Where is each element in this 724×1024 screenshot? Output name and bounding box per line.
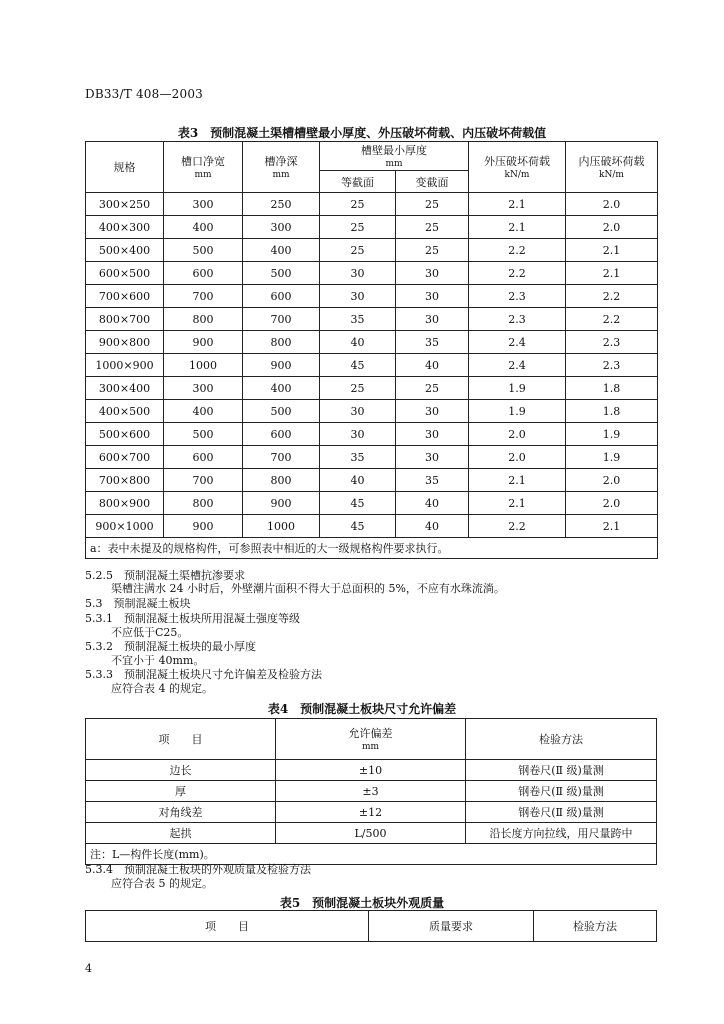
table-cell: 300×400 bbox=[86, 377, 164, 400]
table3-row bbox=[86, 285, 658, 308]
table-cell: 600×500 bbox=[86, 262, 164, 285]
table-cell: 1.9 bbox=[566, 446, 658, 469]
table-cell: ±3 bbox=[276, 781, 466, 802]
table-cell: 30 bbox=[396, 400, 469, 423]
table5-header-method: 检验方法 bbox=[534, 911, 657, 942]
table4-header-item: 项 目 bbox=[86, 719, 276, 760]
table3 bbox=[85, 141, 658, 559]
table3-row bbox=[86, 469, 658, 492]
table3-row bbox=[86, 515, 658, 538]
table4-caption: 表4 预制混凝土板块尺寸允许偏差 bbox=[267, 702, 457, 716]
para-5-3-2-title: 5.3.2 预制混凝土板块的最小厚度 bbox=[85, 640, 256, 653]
table-cell: 钢卷尺(Ⅱ 级)量测 bbox=[466, 760, 657, 781]
table5-header-item: 项 目 bbox=[86, 911, 369, 942]
table-cell: 30 bbox=[320, 400, 396, 423]
table-cell: 25 bbox=[320, 377, 396, 400]
table3-header-equal: 等截面 bbox=[320, 171, 396, 193]
table3-row bbox=[86, 193, 658, 216]
table-cell: 600 bbox=[243, 285, 320, 308]
table4-row bbox=[86, 823, 657, 844]
table-cell: 40 bbox=[320, 469, 396, 492]
table-cell: 2.1 bbox=[469, 492, 566, 515]
table-cell: 30 bbox=[396, 285, 469, 308]
table-cell: 边长 bbox=[86, 760, 276, 781]
table4-header-tolerance: 允许偏差 mm bbox=[276, 719, 466, 760]
table-cell: 400 bbox=[243, 377, 320, 400]
table-cell: 40 bbox=[396, 354, 469, 377]
table-cell: 2.3 bbox=[469, 308, 566, 331]
table-cell: 1000 bbox=[164, 354, 243, 377]
table-cell: 300 bbox=[243, 216, 320, 239]
table-cell: 1.8 bbox=[566, 377, 658, 400]
table5-caption: 表5 预制混凝土板块外观质量 bbox=[279, 896, 445, 910]
para-5-3-title: 5.3 预制混凝土板块 bbox=[85, 597, 191, 610]
table-cell: 40 bbox=[396, 515, 469, 538]
table-cell: ±10 bbox=[276, 760, 466, 781]
table-cell: 25 bbox=[396, 239, 469, 262]
table-cell: 钢卷尺(Ⅱ 级)量测 bbox=[466, 781, 657, 802]
table-cell: 30 bbox=[396, 262, 469, 285]
table3-header-ext: 外压破坏荷载 kN/m bbox=[469, 142, 566, 193]
table-cell: 400×500 bbox=[86, 400, 164, 423]
table-cell: 900 bbox=[164, 515, 243, 538]
para-5-3-4-body: 应符合表 5 的规定。 bbox=[111, 877, 213, 890]
table-cell: 500 bbox=[164, 239, 243, 262]
para-5-3-2-body: 不宜小于 40mm。 bbox=[111, 654, 205, 667]
table4-note: 注：L—构件长度(mm)。 bbox=[86, 844, 657, 865]
table-cell: 250 bbox=[243, 193, 320, 216]
table-cell: 2.2 bbox=[469, 262, 566, 285]
table-cell: 900 bbox=[243, 492, 320, 515]
table-cell: 600 bbox=[164, 262, 243, 285]
table4-note-row bbox=[86, 844, 657, 865]
table3-note-row bbox=[86, 538, 658, 559]
table-cell: 400×300 bbox=[86, 216, 164, 239]
table3-header-opening: 槽口净宽 mm bbox=[164, 142, 243, 193]
table-cell: 300 bbox=[164, 377, 243, 400]
table-cell: 起拱 bbox=[86, 823, 276, 844]
table-cell: 1.9 bbox=[469, 400, 566, 423]
table-cell: 35 bbox=[396, 469, 469, 492]
table-cell: 25 bbox=[320, 239, 396, 262]
table3-header-depth: 槽净深 mm bbox=[243, 142, 320, 193]
table-cell: 2.1 bbox=[566, 262, 658, 285]
table-cell: 700 bbox=[164, 469, 243, 492]
table-cell: 45 bbox=[320, 515, 396, 538]
table-cell: 800 bbox=[164, 492, 243, 515]
table-cell: 2.0 bbox=[469, 423, 566, 446]
table-cell: 500 bbox=[243, 262, 320, 285]
table-cell: 2.2 bbox=[469, 515, 566, 538]
table-cell: 40 bbox=[396, 492, 469, 515]
table-cell: 500 bbox=[164, 423, 243, 446]
table-cell: 800×900 bbox=[86, 492, 164, 515]
table-cell: 500×400 bbox=[86, 239, 164, 262]
table-cell: 1000×900 bbox=[86, 354, 164, 377]
table-cell: L/500 bbox=[276, 823, 466, 844]
para-5-3-4-title: 5.3.4 预制混凝土板块的外观质量及检验方法 bbox=[85, 863, 311, 876]
table3-header-row bbox=[86, 142, 658, 171]
table3-header-spec: 规格 bbox=[86, 142, 164, 193]
table3-note: a：表中未提及的规格构件，可参照表中相近的大一级规格构件要求执行。 bbox=[86, 538, 658, 559]
table-cell: 2.1 bbox=[566, 515, 658, 538]
table-cell: 25 bbox=[396, 377, 469, 400]
table3-row bbox=[86, 377, 658, 400]
table-cell: 800 bbox=[243, 469, 320, 492]
table-cell: 800 bbox=[164, 308, 243, 331]
table-cell: 2.3 bbox=[566, 331, 658, 354]
table-cell: 30 bbox=[320, 423, 396, 446]
table-cell: 400 bbox=[243, 239, 320, 262]
table-cell: 45 bbox=[320, 492, 396, 515]
table3-header-wall: 槽壁最小厚度 mm bbox=[320, 142, 469, 171]
table-cell: 500×600 bbox=[86, 423, 164, 446]
table3-row bbox=[86, 216, 658, 239]
table4-header-row bbox=[86, 719, 657, 760]
table-cell: 400 bbox=[164, 400, 243, 423]
table-cell: 2.4 bbox=[469, 331, 566, 354]
page-number: 4 bbox=[85, 962, 92, 975]
table-cell: 700×600 bbox=[86, 285, 164, 308]
table-cell: 2.1 bbox=[469, 469, 566, 492]
table5 bbox=[85, 910, 657, 942]
table3-row bbox=[86, 354, 658, 377]
table5-header-quality: 质量要求 bbox=[369, 911, 534, 942]
table4-row bbox=[86, 802, 657, 823]
table-cell: 35 bbox=[396, 331, 469, 354]
table-cell: 25 bbox=[320, 216, 396, 239]
table-cell: 900 bbox=[243, 354, 320, 377]
table3-row bbox=[86, 400, 658, 423]
table-cell: 30 bbox=[320, 285, 396, 308]
table-cell: 40 bbox=[320, 331, 396, 354]
table3-header-variable: 变截面 bbox=[396, 171, 469, 193]
table-cell: 2.0 bbox=[469, 446, 566, 469]
table-cell: 2.1 bbox=[469, 216, 566, 239]
table3-header-int: 内压破坏荷载 kN/m bbox=[566, 142, 658, 193]
table-cell: 700 bbox=[243, 446, 320, 469]
table-cell: 35 bbox=[320, 308, 396, 331]
table-cell: 800 bbox=[243, 331, 320, 354]
table3-caption: 表3 预制混凝土渠槽槽壁最小厚度、外压破坏荷载、内压破坏荷载值 bbox=[177, 126, 547, 140]
table-cell: 2.0 bbox=[566, 216, 658, 239]
table-cell: 600 bbox=[243, 423, 320, 446]
table3-row bbox=[86, 239, 658, 262]
table4-header-method: 检验方法 bbox=[466, 719, 657, 760]
table-cell: 2.2 bbox=[469, 239, 566, 262]
table-cell: 600×700 bbox=[86, 446, 164, 469]
table-cell: 对角线差 bbox=[86, 802, 276, 823]
table-cell: 500 bbox=[243, 400, 320, 423]
table-cell: 2.2 bbox=[566, 308, 658, 331]
table-cell: 2.0 bbox=[566, 492, 658, 515]
table4 bbox=[85, 718, 657, 865]
table-cell: 25 bbox=[320, 193, 396, 216]
table-cell: 900×800 bbox=[86, 331, 164, 354]
table3-row bbox=[86, 492, 658, 515]
para-5-3-3-body: 应符合表 4 的规定。 bbox=[111, 682, 213, 695]
table-cell: 35 bbox=[320, 446, 396, 469]
table-cell: ±12 bbox=[276, 802, 466, 823]
table-cell: 1000 bbox=[243, 515, 320, 538]
table-cell: 400 bbox=[164, 216, 243, 239]
para-5-3-1-title: 5.3.1 预制混凝土板块所用混凝土强度等级 bbox=[85, 612, 300, 625]
para-5-3-3-title: 5.3.3 预制混凝土板块尺寸允许偏差及检验方法 bbox=[85, 668, 322, 681]
table-cell: 45 bbox=[320, 354, 396, 377]
table-cell: 600 bbox=[164, 446, 243, 469]
table4-row bbox=[86, 781, 657, 802]
para-5-2-5-body: 渠槽注满水 24 小时后，外壁潮片面积不得大于总面积的 5%，不应有水珠流淌。 bbox=[111, 582, 505, 595]
table-cell: 2.0 bbox=[566, 193, 658, 216]
table-cell: 30 bbox=[396, 423, 469, 446]
table-cell: 700 bbox=[164, 285, 243, 308]
table-cell: 25 bbox=[396, 216, 469, 239]
table-cell: 300×250 bbox=[86, 193, 164, 216]
para-5-2-5-title: 5.2.5 预制混凝土渠槽抗渗要求 bbox=[85, 569, 245, 582]
table-cell: 1.8 bbox=[566, 400, 658, 423]
table-cell: 2.1 bbox=[469, 193, 566, 216]
table-cell: 沿长度方向拉线，用尺量跨中 bbox=[466, 823, 657, 844]
table5-header-row bbox=[86, 911, 657, 942]
table3-row bbox=[86, 446, 658, 469]
table3-row bbox=[86, 262, 658, 285]
table-cell: 钢卷尺(Ⅱ 级)量测 bbox=[466, 802, 657, 823]
table3-row bbox=[86, 423, 658, 446]
table-cell: 700×800 bbox=[86, 469, 164, 492]
para-5-3-1-body: 不应低于C25。 bbox=[111, 626, 189, 639]
table-cell: 2.2 bbox=[566, 285, 658, 308]
table3-row bbox=[86, 331, 658, 354]
table-cell: 厚 bbox=[86, 781, 276, 802]
table-cell: 700 bbox=[243, 308, 320, 331]
table-cell: 900 bbox=[164, 331, 243, 354]
table-cell: 1.9 bbox=[469, 377, 566, 400]
table-cell: 30 bbox=[396, 446, 469, 469]
table-cell: 2.0 bbox=[566, 469, 658, 492]
table4-row bbox=[86, 760, 657, 781]
table-cell: 300 bbox=[164, 193, 243, 216]
table-cell: 2.3 bbox=[566, 354, 658, 377]
table-cell: 2.1 bbox=[566, 239, 658, 262]
table-cell: 2.4 bbox=[469, 354, 566, 377]
table-cell: 1.9 bbox=[566, 423, 658, 446]
table-cell: 2.3 bbox=[469, 285, 566, 308]
table-cell: 25 bbox=[396, 193, 469, 216]
table3-row bbox=[86, 308, 658, 331]
document-code-header: DB33/T 408—2003 bbox=[85, 87, 204, 101]
table-cell: 30 bbox=[396, 308, 469, 331]
table-cell: 30 bbox=[320, 262, 396, 285]
table-cell: 900×1000 bbox=[86, 515, 164, 538]
table-cell: 800×700 bbox=[86, 308, 164, 331]
